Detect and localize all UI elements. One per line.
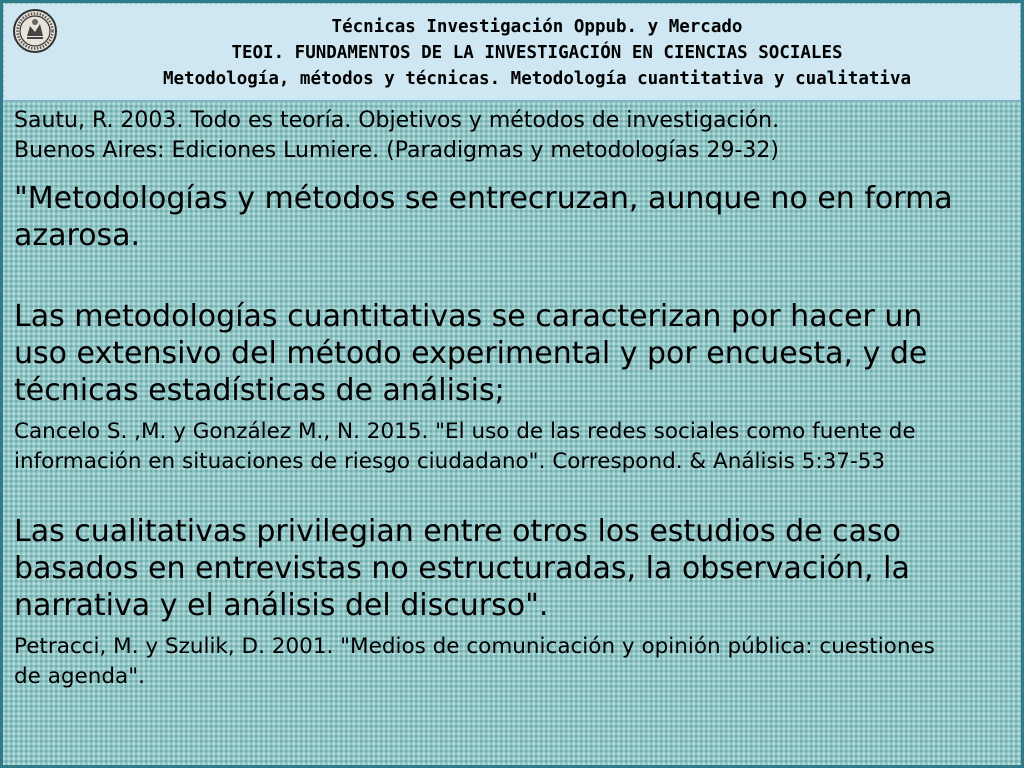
text-line: información en situaciones de riesgo ciudadano". Correspond. & Análisis 5:37-53 [14,449,886,474]
reference-sautu [14,106,1016,166]
text-line: narrativa y el análisis del discurso". [14,588,549,623]
quote-methodologies [14,180,1016,254]
reference-petracci [14,632,1016,692]
text-line: Las metodologías cuantitativas se caracterizan por hacer un [14,299,923,334]
quote-quantitative [14,298,1016,409]
text-line: Cancelo S. ,M. y González M., N. 2015. "El uso de las redes sociales como fuente de [14,419,916,444]
text-line: de agenda". [14,664,145,689]
quote-qualitative [14,513,1016,624]
slide-header [4,4,1020,102]
university-seal-icon [12,8,58,54]
text-line: "Metodologías y métodos se entrecruzan, aunque no en forma [14,181,953,216]
reference-cancelo [14,417,1016,477]
text-line: azarosa. [14,218,141,253]
slide-content [14,106,1016,692]
text-line: Buenos Aires: Ediciones Lumiere. (Paradigmas y metodologías 29-32) [14,138,779,163]
text-line: técnicas estadísticas de análisis; [14,373,505,408]
text-line: Las cualitativas privilegian entre otros los estudios de caso [14,514,902,549]
text-line: Sautu, R. 2003. Todo es teoría. Objetivos y métodos de investigación. [14,108,780,133]
text-line: uso extensivo del método experimental y por encuesta, y de [14,336,928,371]
course-title: Técnicas Investigación Oppub. y Mercado [331,17,743,37]
unit-title: TEOI. FUNDAMENTOS DE LA INVESTIGACIÓN EN CIENCIAS SOCIALES [231,43,843,63]
text-line: basados en entrevistas no estructuradas, la observación, la [14,551,910,586]
text-line: Petracci, M. y Szulik, D. 2001. "Medios de comunicación y opinión pública: cuestiones [14,634,935,659]
topic-title: Metodología, métodos y técnicas. Metodología cuantitativa y cualitativa [162,69,912,89]
